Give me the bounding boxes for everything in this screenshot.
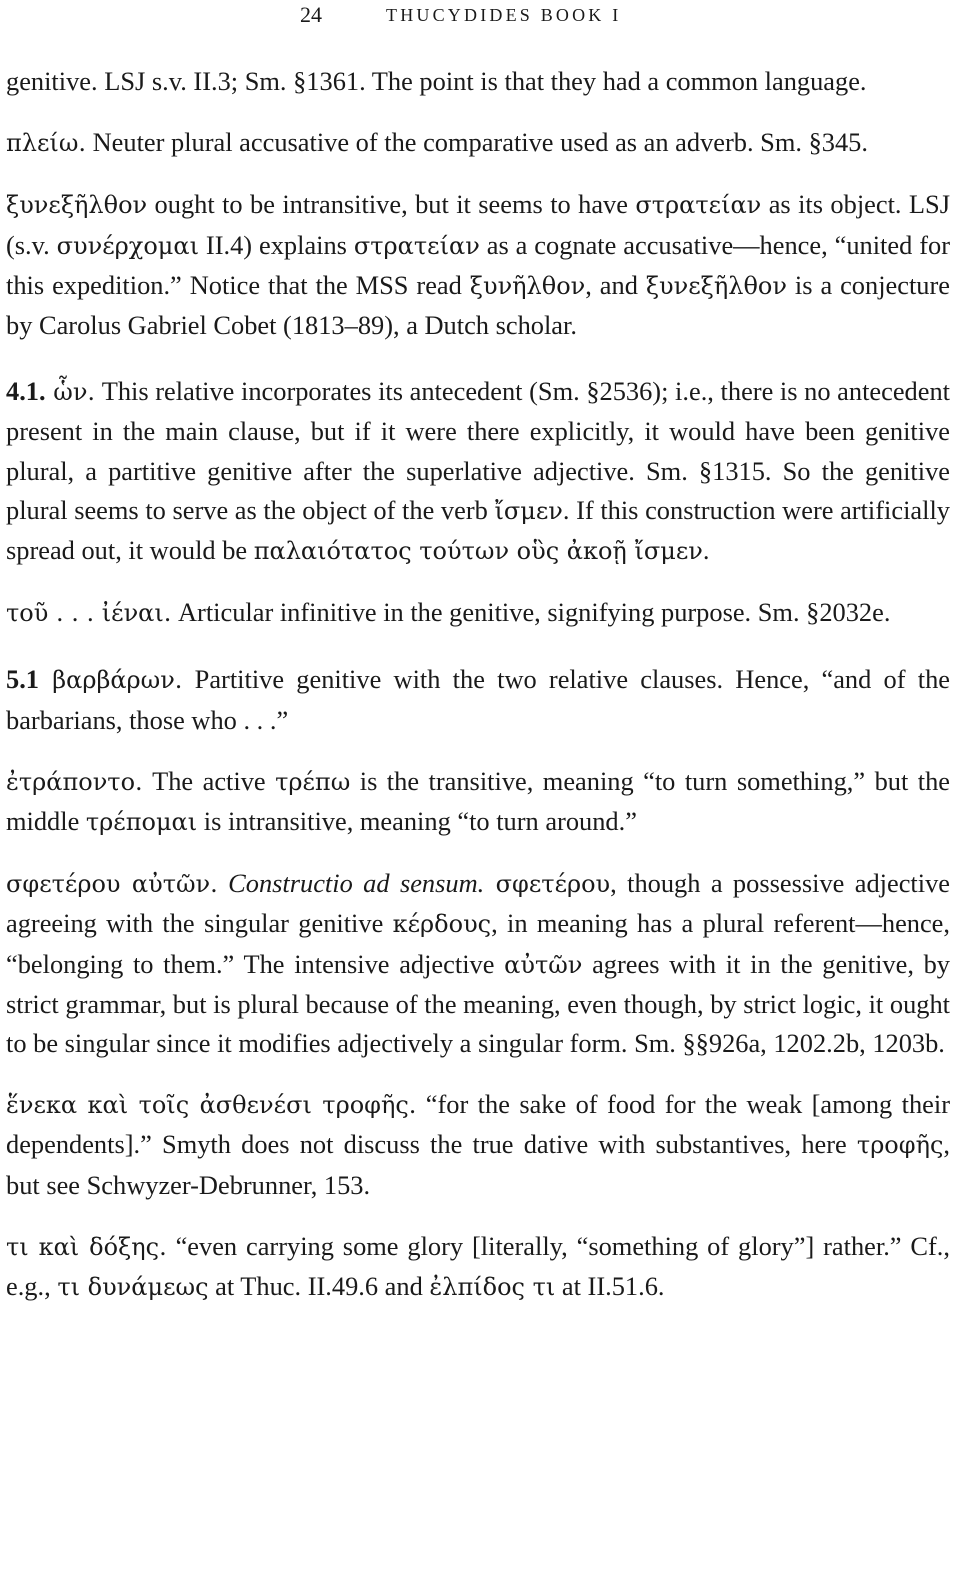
paragraph-text: ought to be intransitive, but it seems to have [147, 189, 636, 220]
greek-term: συνέρχομαι [56, 231, 199, 260]
paragraph-text: at Thuc. II.49.6 and [208, 1271, 430, 1302]
greek-lemma: τοῦ . . . ἰέναι. [6, 599, 172, 628]
greek-lemma: ὧν. [45, 378, 96, 407]
greek-term: τροφῆς [856, 1131, 944, 1160]
book-title: THUCYDIDES BOOK I [386, 5, 622, 25]
paragraph-pleio [6, 123, 950, 163]
paragraph-text: is the transitive, meaning “to turn something,” but the middle [6, 765, 950, 837]
paragraph-text: “for the sake of food for the weak [among their dependents].” Smyth does not discuss the true dative with substantives, here [6, 1089, 951, 1160]
paragraph-text: at II.51.6. [555, 1271, 665, 1302]
paragraph-section-5-1 [6, 660, 950, 739]
greek-term: σφετέρου [484, 870, 611, 899]
paragraph-text: This relative incorporates its antecedent (Sm. §2536); i.e., there is no antecedent present in the main clause, but if it were there explicitly, it would have been genitive plural, a partitive genitive after the superlative adjective. Sm. §1315. So the genitive plural seems to serve as the object of the verb [6, 376, 950, 525]
paragraph-text: , and [585, 269, 646, 300]
paragraph-text: as its object. LSJ (s.v. [6, 189, 950, 260]
paragraph-text: is intransitive, meaning “to turn around.” [197, 806, 637, 837]
paragraph-text: The active [142, 765, 276, 796]
latin-phrase: Constructio ad sensum. [217, 868, 485, 899]
greek-term: ἐλπίδος τι [429, 1273, 556, 1302]
paragraph-ti-kai-doxes [6, 1227, 950, 1307]
paragraph-text: II.4) explains [198, 229, 354, 260]
paragraph-text: as a cognate accusative—hence, “united for this expedition.” Notice that the MSS read [6, 229, 950, 300]
greek-lemma: ξυνεξῆλθον [6, 191, 148, 220]
paragraph-spheterou [6, 864, 950, 1063]
greek-term: ξυνῆλθον [469, 271, 586, 300]
paragraph-text: agrees with it in the genitive, by strict grammar, but is plural because of the meaning, even though, by strict logic, it ought to be singular since it modifies adjectively a singular form. Sm. §§926a, 1202.2b, 1203b. [6, 948, 950, 1059]
paragraph-etraponto [6, 762, 950, 842]
greek-lemma: πλείω. [6, 129, 87, 158]
greek-term: αὐτῶν [504, 950, 583, 979]
greek-lemma: ἐτράποντο. [6, 767, 143, 796]
paragraph-xynexelthon [6, 185, 950, 345]
greek-term: τρέπω [275, 767, 351, 796]
greek-term: στρατείαν [353, 231, 480, 260]
paragraph-text: , though a possessive adjective agreeing with the singular genitive [6, 868, 950, 939]
running-head [6, 0, 950, 30]
greek-term: ξυνεξῆλθον [645, 271, 787, 300]
paragraph-text: , in meaning has a plural referent—hence, “belonging to them.” The intensive adjective [6, 908, 950, 979]
page-number: 24 [300, 2, 322, 27]
paragraph-text: “even carrying some glory [literally, “something of glory”] rather.” Cf., e.g., [6, 1230, 950, 1302]
greek-lemma: ἕνεκα καὶ τοῖς ἀσθενέσι τροφῆς. [6, 1091, 417, 1120]
paragraph-text: Articular infinitive in the genitive, signifying purpose. Sm. §2032e. [171, 597, 891, 628]
paragraph-text: . [702, 535, 710, 566]
paragraph-continuation [6, 62, 950, 101]
greek-term: τι δυνάμεως [57, 1273, 209, 1302]
section-reference: 5.1 [6, 664, 39, 695]
greek-lemma: σφετέρου αὐτῶν. [6, 870, 218, 899]
greek-term: παλαιότατος τούτων οὓς ἀκοῇ ἴσμεν [253, 537, 703, 566]
greek-lemma: τι καὶ δόξης. [6, 1232, 167, 1261]
paragraph-text: is a conjecture by Carolus Gabriel Cobet (1813–89), a Dutch scholar. [6, 269, 950, 341]
greek-term: στρατείαν [635, 191, 762, 220]
paragraph-text: Neuter plural accusative of the comparative used as an adverb. Sm. §345. [86, 127, 868, 158]
paragraph-section-4-1 [6, 372, 950, 571]
greek-lemma: βαρβάρων. [39, 666, 183, 695]
greek-term: ἴσμεν [494, 496, 563, 525]
paragraph-text: Partitive genitive with the two relative clauses. Hence, “and of the barbarians, those who . . .” [6, 664, 950, 735]
paragraph-text: , but see Schwyzer-Debrunner, 153. [6, 1129, 950, 1200]
paragraph-tou-ienai [6, 593, 950, 633]
greek-term: τρέπομαι [85, 808, 198, 837]
commentary-body [6, 62, 950, 1307]
greek-term: κέρδους [392, 910, 492, 939]
paragraph-text: genitive. LSJ s.v. II.3; Sm. §1361. The point is that they had a common language. [6, 66, 867, 96]
book-page [6, 0, 950, 1307]
section-reference: 4.1. [6, 376, 46, 407]
paragraph-heneka [6, 1085, 950, 1205]
paragraph-text: . If this construction were artificially spread out, it would be [6, 494, 950, 566]
